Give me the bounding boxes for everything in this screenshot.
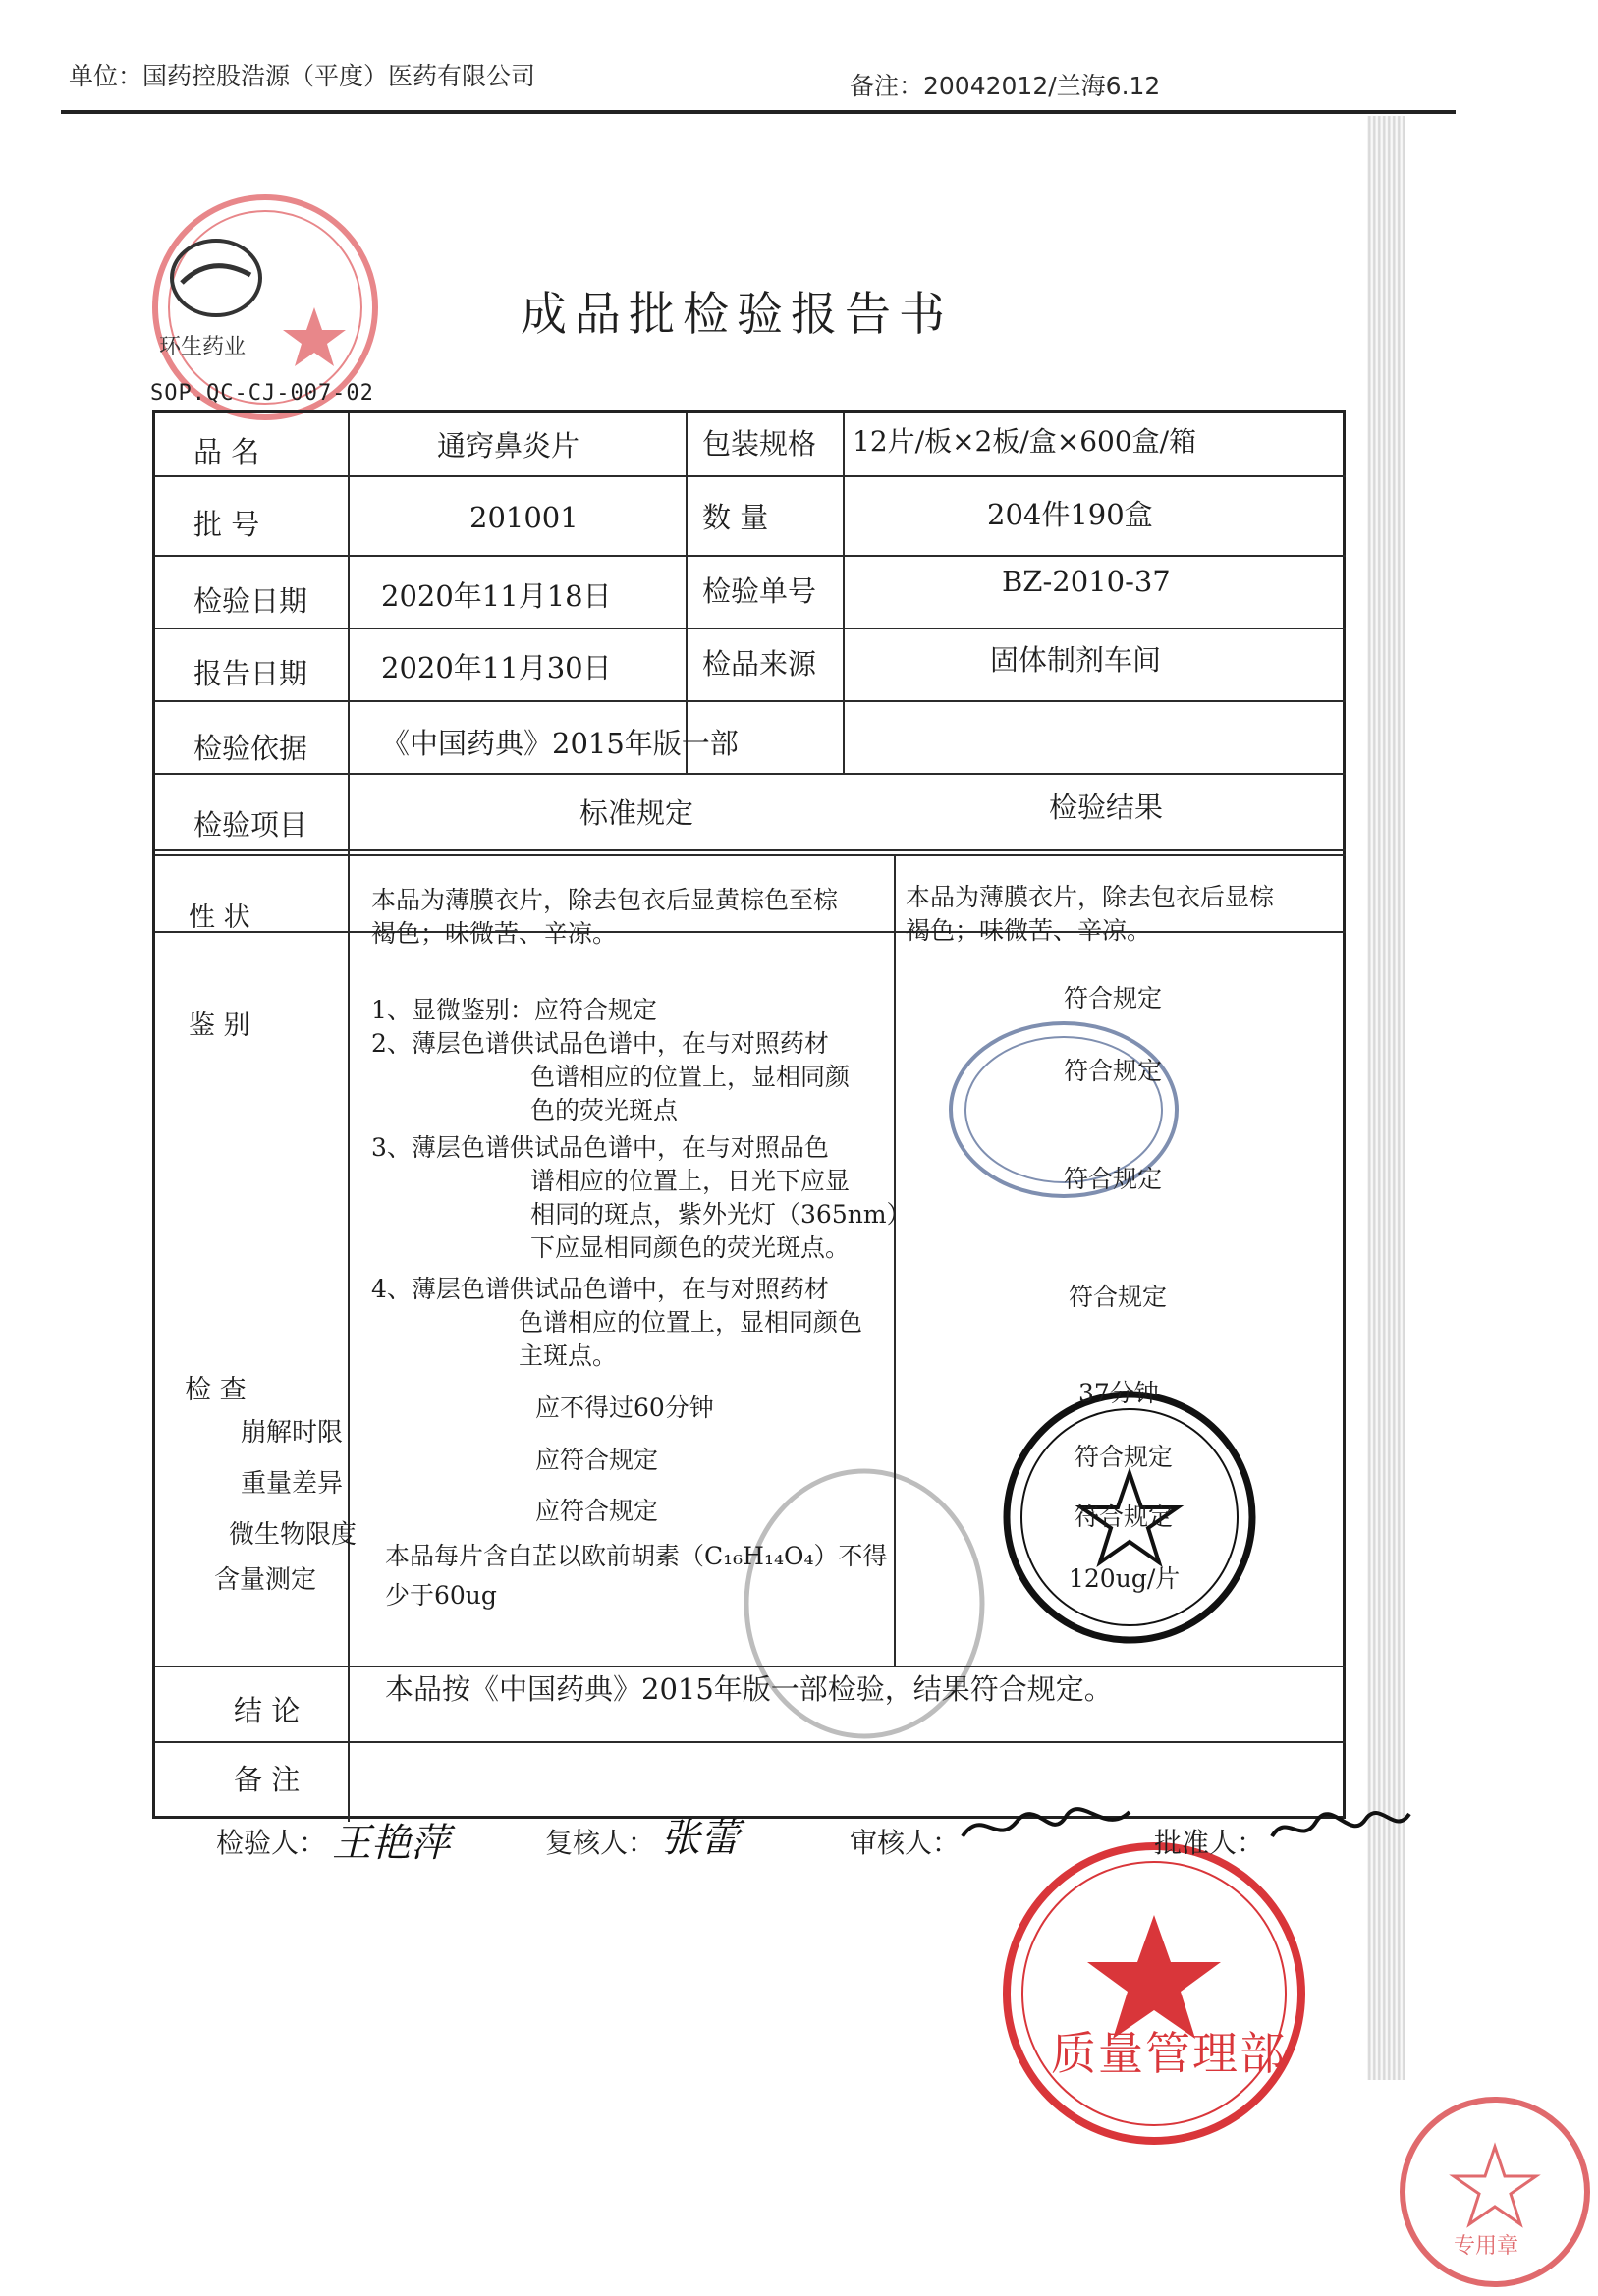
conclusion-label: 结 论 [234, 1694, 301, 1727]
identification-standard-4b: 色谱相应的位置上，显相同颜色 [519, 1308, 863, 1337]
product-name-value: 通窍鼻炎片 [437, 429, 580, 463]
identification-standard-3d: 下应显相同颜色的荧光斑点。 [530, 1233, 851, 1262]
inspection-date-label: 检验日期 [193, 584, 308, 618]
report-date-value: 2020年11月30日 [381, 651, 612, 684]
header-divider [61, 110, 1456, 114]
row-divider [155, 1741, 1346, 1743]
disintegration-label: 崩解时限 [241, 1418, 344, 1448]
microbial-label: 微生物限度 [229, 1520, 358, 1550]
row-divider [155, 854, 1346, 856]
column-header-item: 检验项目 [193, 808, 308, 842]
inspection-date-value: 2020年11月18日 [381, 579, 612, 613]
identification-result-3: 符合规定 [1064, 1165, 1163, 1193]
microbial-result: 符合规定 [1075, 1503, 1174, 1531]
inspection-no-value: BZ-2010-37 [1002, 565, 1171, 598]
conclusion-text: 本品按《中国药典》2015年版一部检验，结果符合规定。 [385, 1672, 1113, 1706]
packaging-value: 12片/板×2板/盒×600盒/箱 [853, 425, 1197, 458]
weight-variation-standard: 应符合规定 [535, 1446, 659, 1474]
sample-source-value: 固体制剂车间 [990, 643, 1162, 677]
row-divider [155, 931, 1346, 933]
disintegration-standard: 应不得过60分钟 [535, 1394, 714, 1422]
remarks-label: 备 注 [234, 1763, 301, 1796]
reviewer-signature: 张蕾 [661, 1816, 740, 1861]
column-header-result: 检验结果 [1049, 791, 1164, 824]
scan-edge-artifact [1367, 116, 1405, 2080]
column-header-standard: 标准规定 [579, 796, 694, 830]
sop-code: SOP.QC-CJ-007-02 [150, 381, 374, 406]
identification-standard-2: 2、薄层色谱供试品色谱中，在与对照药材 [371, 1029, 829, 1058]
assay-standard-line1: 本品每片含白芷以欧前胡素（C₁₆H₁₄O₄）不得 [385, 1542, 888, 1570]
identification-result-4: 符合规定 [1069, 1283, 1168, 1311]
identification-standard-3b: 谱相应的位置上，日光下应显 [530, 1167, 851, 1195]
identification-standard-4c: 主斑点。 [519, 1341, 618, 1370]
quality-dept-seal [992, 1836, 1316, 2151]
inspection-no-label: 检验单号 [702, 574, 817, 608]
product-name-label: 品 名 [193, 435, 260, 468]
batch-label: 批 号 [193, 508, 260, 541]
identification-standard-2c: 色的荧光斑点 [530, 1096, 679, 1124]
row-divider [155, 555, 1346, 557]
batch-value: 201001 [469, 501, 579, 534]
appearance-label: 性 状 [189, 902, 250, 933]
identification-standard-2b: 色谱相应的位置上，显相同颜 [530, 1063, 851, 1091]
document-title: 成品批检验报告书 [521, 288, 953, 342]
identification-standard-4: 4、薄层色谱供试品色谱中，在与对照药材 [371, 1275, 829, 1303]
row-divider [155, 628, 1346, 629]
assay-result: 120ug/片 [1069, 1564, 1181, 1593]
corner-seal-text: 专用章 [1454, 2234, 1519, 2259]
packaging-label: 包装规格 [702, 427, 817, 461]
auditor-signature [958, 1797, 1134, 1856]
sample-source-label: 检品来源 [702, 647, 817, 681]
check-label: 检 查 [185, 1375, 247, 1405]
inspection-report-table [152, 410, 1346, 1819]
row-divider [155, 849, 1346, 851]
inspector-signature: 王艳萍 [332, 1821, 450, 1866]
identification-result-1: 符合规定 [1064, 984, 1163, 1012]
weight-variation-label: 重量差异 [241, 1469, 344, 1499]
appearance-result-line1: 本品为薄膜衣片，除去包衣后显棕 [906, 883, 1275, 911]
appearance-standard-line2: 褐色；味微苦、辛凉。 [371, 919, 618, 948]
column-divider [348, 413, 350, 1822]
corner-seal [1393, 2090, 1597, 2294]
brand-stamp-text: 环生药业 [159, 335, 247, 359]
header-note: 备注：20042012/兰海6.12 [850, 72, 1161, 100]
basis-label: 检验依据 [193, 732, 308, 765]
assay-label: 含量测定 [214, 1565, 317, 1595]
assay-standard-line2: 少于60ug [385, 1581, 497, 1610]
appearance-result-line2: 褐色；味微苦、辛凉。 [906, 916, 1152, 945]
reviewer-label: 复核人： [545, 1827, 656, 1859]
identification-standard-3c: 相同的斑点，紫外光灯（365nm） [530, 1200, 911, 1229]
row-divider [155, 475, 1346, 477]
quantity-value: 204件190盒 [987, 498, 1153, 531]
approver-signature [1267, 1802, 1414, 1856]
inspector-label: 检验人： [216, 1827, 327, 1859]
identification-standard-3: 3、薄层色谱供试品色谱中，在与对照品色 [371, 1133, 829, 1162]
identification-label: 鉴 别 [189, 1011, 250, 1041]
quantity-label: 数 量 [702, 501, 769, 534]
weight-variation-result: 符合规定 [1075, 1443, 1174, 1471]
column-divider [843, 413, 845, 773]
column-divider [894, 854, 896, 1666]
identification-standard-1: 1、显微鉴别：应符合规定 [371, 996, 657, 1024]
basis-value: 《中国药典》2015年版一部 [381, 727, 739, 760]
row-divider [155, 773, 1346, 775]
auditor-label: 审核人： [850, 1827, 961, 1859]
disintegration-result: 37分钟 [1078, 1379, 1159, 1407]
identification-result-2: 符合规定 [1064, 1057, 1163, 1085]
quality-dept-seal-text: 质量管理部 [1051, 2027, 1287, 2080]
microbial-standard: 应符合规定 [535, 1497, 659, 1525]
column-divider [686, 413, 688, 773]
approver-label: 批准人： [1154, 1827, 1265, 1859]
row-divider [155, 700, 1346, 702]
header-unit: 单位：国药控股浩源（平度）医药有限公司 [69, 62, 536, 90]
report-date-label: 报告日期 [193, 657, 308, 690]
appearance-standard-line1: 本品为薄膜衣片，除去包衣后显黄棕色至棕 [371, 886, 839, 914]
